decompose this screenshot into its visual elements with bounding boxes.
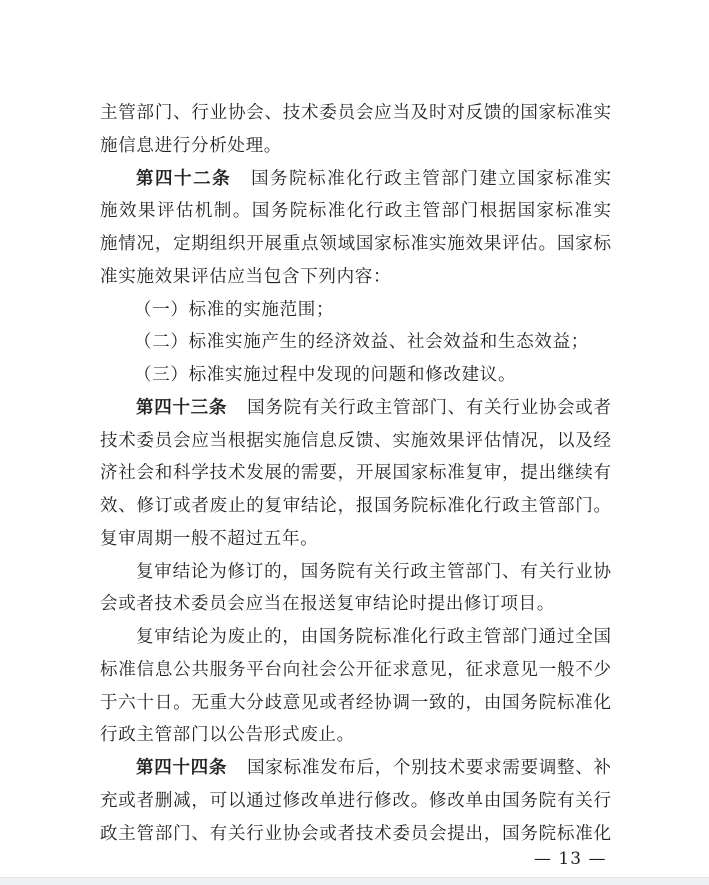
article-42-line — [100, 163, 611, 196]
article-heading: 第四十四条 — [136, 758, 228, 778]
article-43-line — [100, 392, 611, 425]
page-number: — 13 — — [534, 849, 607, 869]
text-line: 标准信息公共服务平台向社会公开征求意见，征求意见一般不少 — [100, 659, 611, 680]
list-item: （三）标准实施过程中发现的问题和修改建议。 — [134, 365, 517, 385]
document-body — [100, 97, 611, 850]
text-line: 技术委员会应当根据实施信息反馈、实施效果评估情况，以及经 — [100, 430, 611, 451]
text-line: 济社会和科学技术发展的需要，开展国家标准复审，提出继续有 — [100, 463, 611, 484]
article-heading: 第四十二条 — [136, 168, 232, 189]
text-line: 政主管部门、有关行业协会或者技术委员会提出，国务院标准化 — [100, 823, 611, 844]
text-line: 会或者技术委员会应当在报送复审结论时提出修订项目。 — [100, 594, 555, 615]
list-item: （一）标准的实施范围； — [134, 299, 335, 320]
text-line: 主管部门、行业协会、技术委员会应当及时对反馈的国家标准实 — [100, 103, 611, 123]
text-line: 施信息进行分析处理。 — [100, 135, 282, 156]
text-line: 复审结论为废止的，由国务院标准化行政主管部门通过全国 — [136, 627, 611, 647]
text-line: 准实施效果评估应当包含下列内容： — [100, 266, 392, 287]
text-line: 行政主管部门以公告形式废止。 — [100, 725, 355, 746]
text-line: 于六十日。无重大分歧意见或者经协调一致的，由国务院标准化 — [100, 692, 611, 713]
text-line: 复审周期一般不超过五年。 — [100, 528, 319, 549]
text-line: 复审结论为修订的，国务院有关行政主管部门、有关行业协 — [136, 561, 611, 582]
text-line: 充或者删减，可以通过修改单进行修改。修改单由国务院有关行 — [100, 790, 611, 811]
article-44-line — [100, 752, 611, 785]
text-line: 施情况，定期组织开展重点领域国家标准实施效果评估。国家标 — [100, 234, 611, 254]
text-line: 国家标准发布后，个别技术要求需要调整、补 — [247, 758, 612, 778]
article-heading: 第四十三条 — [136, 397, 228, 418]
text-line: 施效果评估机制。国务院标准化行政主管部门根据国家标准实 — [100, 201, 611, 222]
text-line: 国务院标准化行政主管部门建立国家标准实 — [251, 168, 611, 189]
text-line: 效、修订或者废止的复审结论，报国务院标准化行政主管部门。 — [100, 496, 611, 516]
text-line: 国务院有关行政主管部门、有关行业协会或者 — [247, 397, 612, 418]
viewer-bottom-edge — [0, 877, 709, 885]
list-item: （二）标准实施产生的经济效益、社会效益和生态效益； — [134, 332, 589, 353]
